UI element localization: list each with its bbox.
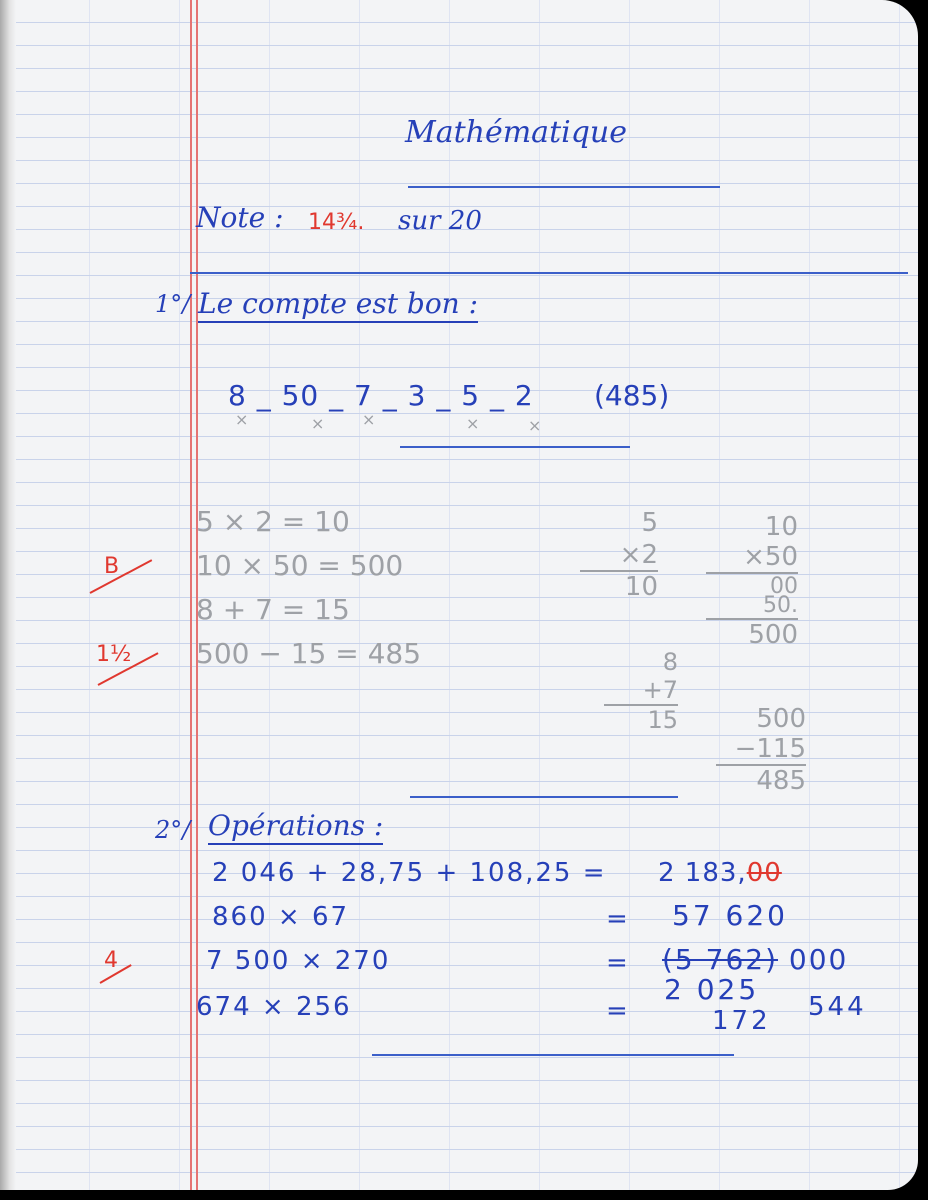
operation-expr: 674 × 256 [196,992,352,1022]
result: 500 [748,620,798,650]
grade-mark: 4 [104,948,118,973]
used-mark: × [362,410,376,429]
column-work-sub1 [716,704,806,796]
title-underline [408,186,720,188]
operation-result [658,860,782,886]
operation-expr: 860 × 67 [212,902,350,932]
result: 485 [756,766,806,796]
solution-line: 5 × 2 = 10 [196,505,350,538]
grade-mark: B [104,554,120,579]
operation-result: 57 620 [672,899,788,932]
note-suffix: sur 20 [398,206,482,236]
page-binding [0,0,16,1190]
page-title: Mathématique [405,115,627,150]
exercise1-heading: Le compte est bon : [198,290,478,323]
equals-sign: = [606,904,628,934]
solution-line: 8 + 7 = 15 [196,593,350,626]
exercise2-number: 2°/ [155,816,191,844]
exercise1-target: (485) [594,379,670,412]
result: 10 [624,572,658,602]
operand: −115 [716,734,806,766]
section-divider-top [190,272,908,274]
solution-line: 10 × 50 = 500 [196,549,404,582]
operand: 8 [662,648,678,676]
used-mark: × [528,416,542,435]
operand: 5 [641,508,658,538]
operand: ×2 [580,540,658,572]
result-value: 000 [788,943,849,976]
operand: ×50 [706,542,798,574]
equals-sign: = [606,996,628,1026]
struck-digits: (5 762) [662,943,779,976]
note-score: 14¾. [308,210,365,235]
column-work-add1 [604,648,678,734]
operation-result [662,943,849,976]
operand: 10 [764,512,798,542]
column-work-mult2 [706,512,798,650]
used-mark: × [466,414,480,433]
used-mark: × [311,414,325,433]
operation-result: 172 [712,1006,771,1036]
exercise1-number: 1°/ [155,290,191,318]
grade-mark: 1½ [96,642,132,667]
operand: 500 [756,704,806,734]
margin-line-left [190,0,192,1190]
partial-product: 50. [706,593,798,620]
equals-sign: = [606,948,628,978]
operation-result: 2 025 [664,973,760,1006]
solution-line: 500 − 15 = 485 [196,637,422,670]
partial-product: 00 [770,574,798,599]
used-mark: × [235,410,249,429]
result: 15 [647,706,678,734]
operand: +7 [604,676,678,706]
exercise2-divider-top [410,796,678,798]
operation-result: 544 [808,992,867,1022]
result-value: 2 183, [658,858,747,888]
page-end-divider [372,1054,734,1056]
exercise2-heading: Opérations : [208,812,383,845]
struck-digits: 00 [746,858,782,888]
operation-expr: 7 500 × 270 [206,946,391,976]
note-label: Note : [196,201,284,234]
exercise1-numbers: 8 _ 50 _ 7 _ 3 _ 5 _ 2 [228,379,534,412]
grade-slash [90,559,153,594]
operation-expr: 2 046 + 28,75 + 108,25 = [212,858,607,888]
exercise1-divider [400,446,630,448]
column-work-mult1 [580,508,658,602]
